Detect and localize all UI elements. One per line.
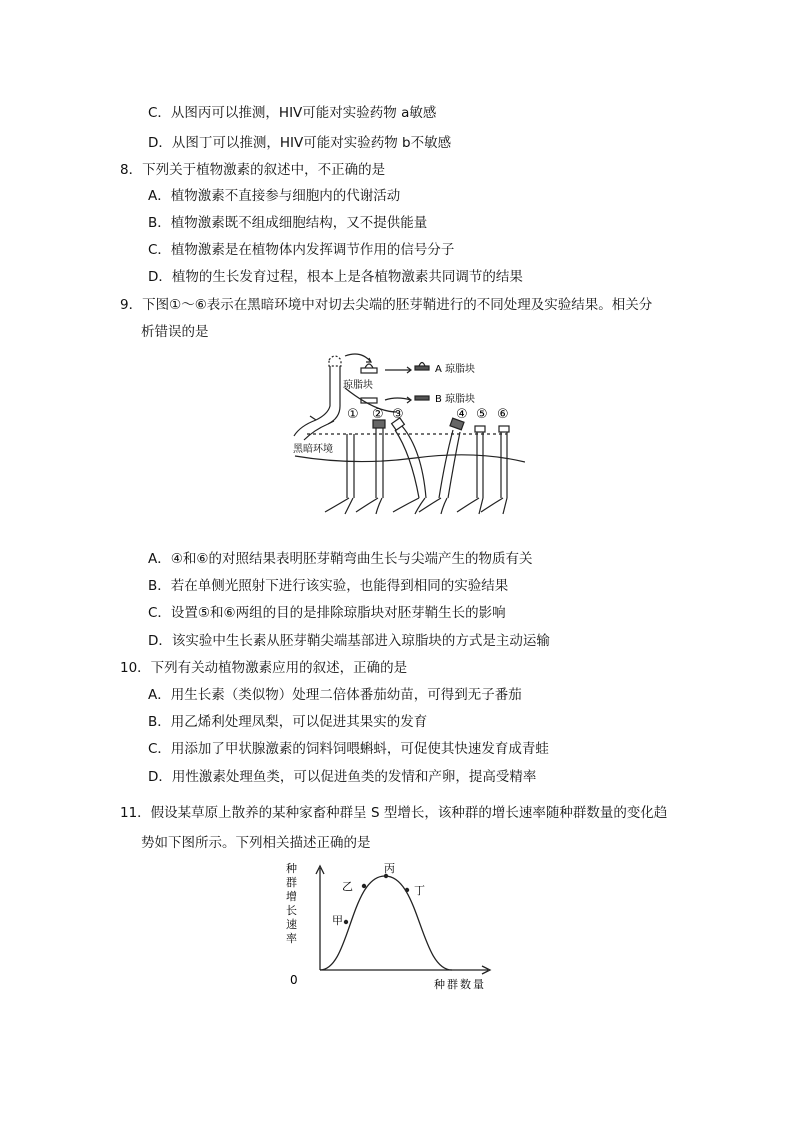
label-agar-a: A 琼脂块	[435, 364, 476, 375]
num-2: ②	[372, 407, 384, 422]
num-4: ④	[456, 407, 468, 422]
q10-option-b: B．用乙烯利处理凤梨，可以促进其果实的发育	[148, 714, 428, 730]
y-axis-label-char-1: 种	[286, 862, 297, 875]
label-agar-b: B 琼脂块	[435, 394, 476, 405]
label-dark-environment: 黑暗环境	[293, 444, 333, 455]
y-axis-label-char-3: 增	[286, 890, 297, 903]
q9-option-a: A．④和⑥的对照结果表明胚芽鞘弯曲生长与尖端产生的物质有关	[148, 551, 533, 567]
q10-option-a: A．用生长素（类似物）处理二倍体番茄幼苗，可得到无子番茄	[148, 687, 522, 703]
q8-option-a: A．植物激素不直接参与细胞内的代谢活动	[148, 188, 401, 204]
label-agar: 琼脂块	[343, 380, 373, 391]
q7-option-d: D．从图丁可以推测，HIV可能对实验药物 b不敏感	[148, 135, 452, 151]
q9-option-b: B．若在单侧光照射下进行该实验，也能得到相同的实验结果	[148, 578, 509, 594]
q9-stem-line1: 9．下图①～⑥表示在黑暗环境中对切去尖端的胚芽鞘进行的不同处理及实验结果。相关分	[120, 297, 653, 313]
y-axis-label-char-6: 率	[286, 932, 297, 945]
q8-option-c: C．植物激素是在植物体内发挥调节作用的信号分子	[148, 242, 455, 258]
growth-rate-curve-figure	[280, 860, 500, 995]
num-5: ⑤	[476, 407, 488, 422]
y-axis-label-char-5: 速	[286, 918, 297, 931]
num-3: ③	[392, 407, 404, 422]
q9-stem-line2: 析错误的是	[141, 324, 209, 340]
coleoptile-experiment-figure	[285, 348, 525, 518]
q10-stem: 10．下列有关动植物激素应用的叙述，正确的是	[120, 660, 408, 676]
q9-option-c: C．设置⑤和⑥两组的目的是排除琼脂块对胚芽鞘生长的影响	[148, 605, 506, 621]
q8-option-b: B．植物激素既不组成细胞结构，又不提供能量	[148, 215, 428, 231]
num-6: ⑥	[497, 407, 509, 422]
point-label-bing: 丙	[384, 862, 395, 875]
q10-option-c: C．用添加了甲状腺激素的饲料饲喂蝌蚪，可促使其快速发育成青蛙	[148, 741, 549, 757]
point-label-jia: 甲	[332, 914, 343, 927]
point-label-yi: 乙	[342, 880, 353, 893]
q7-option-c: C．从图丙可以推测，HIV可能对实验药物 a敏感	[148, 105, 437, 121]
x-axis-label: 种群数量	[434, 978, 486, 991]
q9-option-d: D．该实验中生长素从胚芽鞘尖端基部进入琼脂块的方式是主动运输	[148, 633, 550, 649]
num-1: ①	[347, 407, 359, 422]
q8-stem: 8．下列关于植物激素的叙述中，不正确的是	[120, 162, 386, 178]
origin-label: 0	[290, 973, 298, 987]
q11-stem-line2: 势如下图所示。下列相关描述正确的是	[141, 835, 371, 851]
y-axis-label-char-2: 群	[286, 876, 297, 889]
y-axis-label-char-4: 长	[286, 904, 297, 917]
q8-option-d: D．植物的生长发育过程，根本上是各植物激素共同调节的结果	[148, 269, 523, 285]
q11-stem-line1: 11．假设某草原上散养的某种家畜种群呈 S 型增长，该种群的增长速率随种群数量的变化趋	[120, 805, 668, 821]
q10-option-d: D．用性激素处理鱼类，可以促进鱼类的发情和产卵，提高受精率	[148, 769, 537, 785]
point-label-ding: 丁	[414, 884, 425, 897]
